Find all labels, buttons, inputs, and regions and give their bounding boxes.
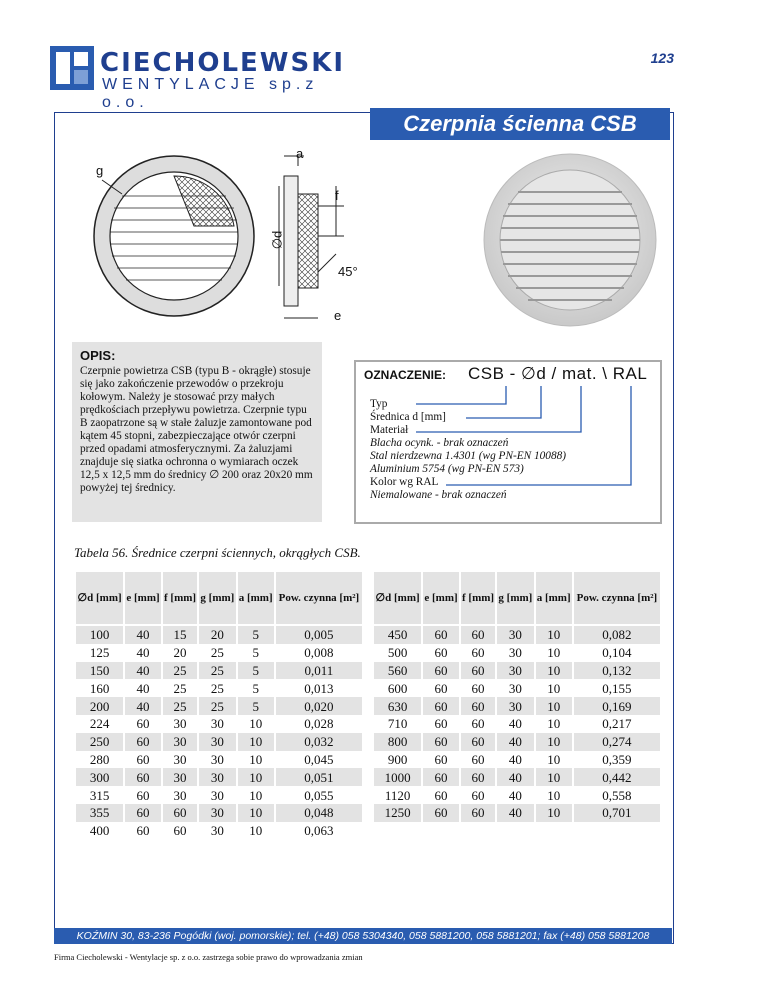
table-cell: 300: [75, 768, 124, 786]
table-cell: 30: [496, 662, 534, 680]
table-cell: 30: [162, 733, 198, 751]
table-cell: 40: [496, 733, 534, 751]
table-cell: 60: [124, 733, 162, 751]
table-cell: 10: [535, 804, 573, 822]
table-cell: 10: [237, 768, 275, 786]
table-cell: [573, 822, 661, 840]
table-cell: 10: [237, 804, 275, 822]
table-cell: 450: [373, 625, 422, 644]
table-cell: 60: [422, 804, 460, 822]
table-cell: 25: [162, 679, 198, 697]
rights-notice: Firma Ciecholewski - Wentylacje sp. z o.o. zastrzega sobie prawo do wprowadzania zmian: [54, 952, 363, 962]
table-row: [373, 733, 661, 751]
table-cell: 150: [75, 662, 124, 680]
table-cell: 250: [75, 733, 124, 751]
table-cell: 60: [422, 662, 460, 680]
table-cell: 500: [373, 644, 422, 662]
dim-label-a: a: [296, 146, 304, 161]
table-cell: 10: [237, 751, 275, 769]
table-cell: 100: [75, 625, 124, 644]
table-cell: 355: [75, 804, 124, 822]
table-cell: 60: [422, 715, 460, 733]
table-cell: 25: [198, 679, 236, 697]
table-cell: 40: [496, 768, 534, 786]
table-cell: 560: [373, 662, 422, 680]
table-cell: 40: [124, 697, 162, 715]
table-cell: [460, 822, 496, 840]
table-cell: 60: [460, 662, 496, 680]
table-cell: 60: [124, 751, 162, 769]
table-cell: 0,045: [275, 751, 363, 769]
table-cell: 10: [535, 715, 573, 733]
column-header: f [mm]: [162, 572, 198, 625]
table-cell: 60: [124, 715, 162, 733]
table-cell: 10: [237, 786, 275, 804]
table-cell: 315: [75, 786, 124, 804]
designation-line: Aluminium 5754 (wg PN-EN 573): [370, 463, 524, 475]
table-cell: 630: [373, 697, 422, 715]
table-header-row: [373, 572, 661, 625]
table-cell: 125: [75, 644, 124, 662]
brand-name: CIECHOLEWSKI: [100, 48, 346, 78]
table-cell: 0,048: [275, 804, 363, 822]
table-cell: 60: [422, 768, 460, 786]
table-row: [373, 822, 661, 840]
table-cell: 15: [162, 625, 198, 644]
table-cell: 0,013: [275, 679, 363, 697]
technical-drawing: [74, 146, 374, 326]
dimensions-table-left: [74, 572, 364, 840]
designation-line: Materiał: [370, 424, 409, 436]
table-cell: 60: [460, 751, 496, 769]
table-cell: 60: [422, 679, 460, 697]
table-cell: 60: [422, 733, 460, 751]
table-cell: 400: [75, 822, 124, 840]
table-cell: [422, 822, 460, 840]
table-row: [373, 768, 661, 786]
column-header: e [mm]: [124, 572, 162, 625]
table-cell: 1120: [373, 786, 422, 804]
table-cell: 0,028: [275, 715, 363, 733]
dim-label-e: e: [334, 308, 342, 323]
dim-label-g: g: [96, 163, 104, 178]
table-cell: 30: [496, 644, 534, 662]
table-cell: 800: [373, 733, 422, 751]
table-row: [373, 715, 661, 733]
table-row: [75, 662, 363, 680]
table-cell: 224: [75, 715, 124, 733]
table-cell: 60: [460, 733, 496, 751]
table-cell: 60: [422, 697, 460, 715]
table-cell: 0,217: [573, 715, 661, 733]
column-header: g [mm]: [496, 572, 534, 625]
table-caption: Tabela 56. Średnice czerpni ściennych, okrągłych CSB.: [74, 545, 361, 560]
table-cell: 40: [496, 751, 534, 769]
table-row: [75, 768, 363, 786]
designation-line: Niemalowane - brak oznaczeń: [370, 489, 507, 501]
table-cell: 0,032: [275, 733, 363, 751]
table-cell: 30: [198, 786, 236, 804]
page-number: 123: [650, 50, 674, 66]
table-cell: 30: [162, 768, 198, 786]
designation-line: Stal nierdzewna 1.4301 (wg PN-EN 10088): [370, 450, 567, 462]
table-cell: 30: [162, 715, 198, 733]
table-cell: 710: [373, 715, 422, 733]
logo-mark-icon: [50, 46, 94, 90]
table-cell: 25: [198, 644, 236, 662]
table-row: [373, 662, 661, 680]
designation-lines: [370, 398, 566, 502]
table-cell: 5: [237, 697, 275, 715]
table-cell: 30: [198, 768, 236, 786]
table-cell: 30: [496, 697, 534, 715]
table-cell: 0,055: [275, 786, 363, 804]
table-cell: 60: [422, 625, 460, 644]
table-row: [75, 644, 363, 662]
table-row: [373, 697, 661, 715]
table-header-row: [75, 572, 363, 625]
table-row: [75, 751, 363, 769]
table-cell: 0,005: [275, 625, 363, 644]
product-title: Czerpnia ścienna CSB: [370, 108, 670, 140]
table-row: [75, 697, 363, 715]
table-cell: 40: [496, 786, 534, 804]
table-cell: 600: [373, 679, 422, 697]
table-cell: 0,274: [573, 733, 661, 751]
dimensions-table-right: [372, 572, 662, 840]
table-cell: [373, 822, 422, 840]
table-cell: 30: [198, 804, 236, 822]
table-cell: 40: [496, 715, 534, 733]
product-photo: [480, 150, 660, 330]
table-cell: 10: [535, 768, 573, 786]
designation-line: Średnica d [mm]: [370, 411, 446, 423]
table-cell: 60: [124, 804, 162, 822]
table-cell: 0,051: [275, 768, 363, 786]
table-cell: 30: [198, 751, 236, 769]
table-cell: 60: [124, 822, 162, 840]
table-row: [373, 644, 661, 662]
table-cell: 0,169: [573, 697, 661, 715]
table-cell: 5: [237, 662, 275, 680]
table-cell: 10: [237, 715, 275, 733]
designation-line: Typ: [370, 398, 388, 410]
column-header: ∅d [mm]: [75, 572, 124, 625]
dim-label-angle: 45°: [338, 264, 358, 279]
table-cell: 25: [162, 662, 198, 680]
table-cell: 40: [124, 679, 162, 697]
table-cell: 60: [460, 804, 496, 822]
table-cell: 10: [535, 662, 573, 680]
table-cell: 1000: [373, 768, 422, 786]
designation-box: [354, 360, 662, 524]
table-cell: 5: [237, 644, 275, 662]
table-cell: 280: [75, 751, 124, 769]
table-cell: 0,558: [573, 786, 661, 804]
table-cell: 10: [535, 644, 573, 662]
table-cell: 60: [124, 768, 162, 786]
table-cell: 10: [535, 625, 573, 644]
table-cell: 0,104: [573, 644, 661, 662]
table-cell: 40: [124, 644, 162, 662]
column-header: ∅d [mm]: [373, 572, 422, 625]
table-cell: 10: [237, 822, 275, 840]
table-cell: 5: [237, 625, 275, 644]
table-cell: 60: [422, 644, 460, 662]
table-cell: 40: [124, 662, 162, 680]
table-cell: 30: [496, 625, 534, 644]
table-cell: 30: [198, 822, 236, 840]
table-cell: 60: [124, 786, 162, 804]
table-cell: 60: [162, 822, 198, 840]
designation-heading: OZNACZENIE:: [364, 368, 446, 382]
table-cell: 0,442: [573, 768, 661, 786]
table-cell: 10: [237, 733, 275, 751]
table-cell: 60: [460, 786, 496, 804]
table-cell: 60: [460, 768, 496, 786]
table-row: [373, 751, 661, 769]
table-cell: 60: [422, 751, 460, 769]
column-header: Pow. czynna [m²]: [573, 572, 661, 625]
footer-address: KOŹMIN 30, 83-236 Pogódki (woj. pomorskie); tel. (+48) 058 5304340, 058 5881200, 058 5881201; fax (+48) 058 5881208: [54, 928, 672, 944]
description-text: Czerpnie powietrza CSB (typu B - okrągłe) stosuje się jako zakończenie przewodów o przekroju kołowym. Należy je stosować przy małych prędkościach przepływu powietrza. Czerpnie typu B zaopatrzone są w stałe żaluzje zamontowane pod kątem 45 stopni, zabezpieczające otwór czerpni przed opadami atmosferycznymi. Za żaluzjami znajduje się siatka ochronna o wymiarach oczek 12,5 x 12,5 mm do średnicy ∅ 200 oraz 20x20 mm powyżej tej średnicy.: [80, 365, 313, 494]
table-cell: 25: [198, 697, 236, 715]
table-cell: 40: [496, 804, 534, 822]
table-row: [373, 804, 661, 822]
table-cell: 60: [460, 625, 496, 644]
table-cell: 0,063: [275, 822, 363, 840]
table-cell: 30: [162, 786, 198, 804]
table-row: [75, 786, 363, 804]
column-header: a [mm]: [237, 572, 275, 625]
column-header: a [mm]: [535, 572, 573, 625]
table-cell: 20: [162, 644, 198, 662]
table-cell: 60: [460, 644, 496, 662]
column-header: Pow. czynna [m²]: [275, 572, 363, 625]
table-row: [75, 804, 363, 822]
table-cell: 5: [237, 679, 275, 697]
table-row: [75, 679, 363, 697]
table-cell: 60: [460, 697, 496, 715]
table-cell: 0,155: [573, 679, 661, 697]
table-cell: 0,359: [573, 751, 661, 769]
column-header: e [mm]: [422, 572, 460, 625]
description-heading: OPIS:: [80, 348, 116, 363]
brand-subtitle: WENTYLACJE sp.z o.o.: [102, 76, 319, 111]
table-cell: 10: [535, 733, 573, 751]
table-cell: 0,132: [573, 662, 661, 680]
table-cell: 60: [162, 804, 198, 822]
table-cell: 60: [460, 715, 496, 733]
designation-line: Kolor wg RAL: [370, 476, 439, 488]
table-cell: 0,020: [275, 697, 363, 715]
table-row: [373, 625, 661, 644]
table-cell: 0,082: [573, 625, 661, 644]
table-cell: 30: [162, 751, 198, 769]
table-cell: 40: [124, 625, 162, 644]
table-cell: 1250: [373, 804, 422, 822]
table-cell: 0,011: [275, 662, 363, 680]
table-cell: 0,701: [573, 804, 661, 822]
table-cell: 10: [535, 697, 573, 715]
table-row: [373, 786, 661, 804]
table-cell: 30: [198, 733, 236, 751]
table-row: [75, 822, 363, 840]
table-row: [75, 625, 363, 644]
dim-label-f: f: [335, 188, 339, 203]
table-cell: 60: [422, 786, 460, 804]
table-cell: 60: [460, 679, 496, 697]
designation-code: CSB - ∅d / mat. \ RAL: [468, 364, 648, 383]
table-cell: [496, 822, 534, 840]
column-header: f [mm]: [460, 572, 496, 625]
table-cell: 900: [373, 751, 422, 769]
table-cell: 30: [496, 679, 534, 697]
table-row: [75, 715, 363, 733]
table-cell: 160: [75, 679, 124, 697]
table-cell: 10: [535, 786, 573, 804]
table-cell: 20: [198, 625, 236, 644]
table-cell: 25: [198, 662, 236, 680]
table-row: [75, 733, 363, 751]
column-header: g [mm]: [198, 572, 236, 625]
table-cell: 0,008: [275, 644, 363, 662]
company-logo: [50, 46, 360, 111]
table-cell: [535, 822, 573, 840]
table-cell: 25: [162, 697, 198, 715]
table-cell: 10: [535, 751, 573, 769]
table-row: [373, 679, 661, 697]
table-cell: 10: [535, 679, 573, 697]
designation-line: Blacha ocynk. - brak oznaczeń: [370, 437, 509, 449]
description-box: [72, 342, 322, 522]
table-cell: 200: [75, 697, 124, 715]
table-cell: 30: [198, 715, 236, 733]
dim-label-d: ∅d: [269, 230, 285, 250]
